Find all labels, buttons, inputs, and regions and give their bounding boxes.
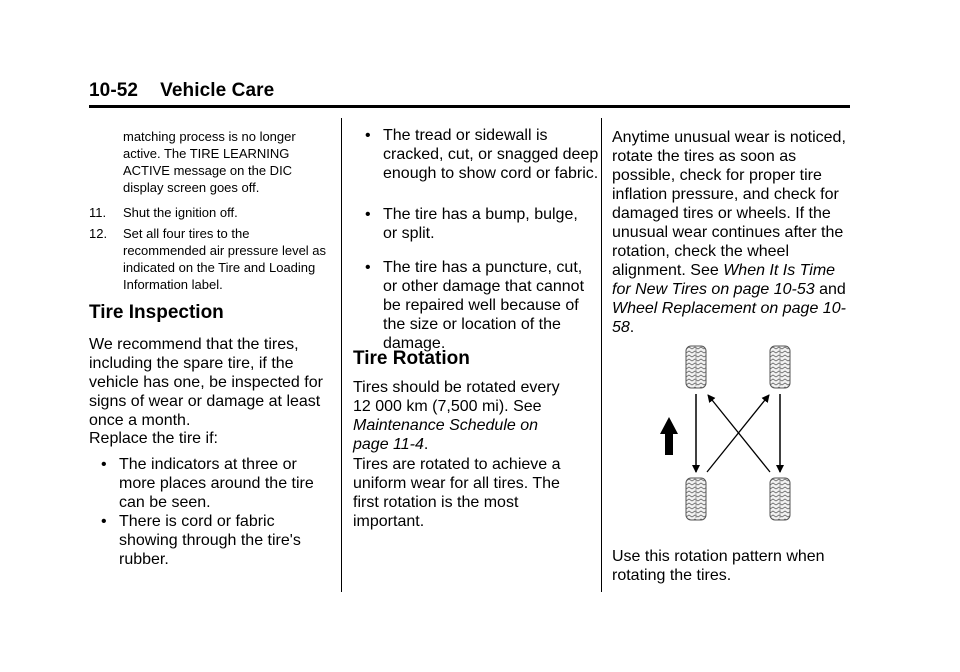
tire-rotation-diagram bbox=[650, 342, 810, 527]
bullet-glyph: • bbox=[101, 513, 107, 530]
rotation-paragraph-1 bbox=[353, 378, 568, 454]
unusual-wear-paragraph bbox=[612, 128, 852, 337]
new-tires-link[interactable]: When It Is Time for New Tires on page 10-53 bbox=[612, 262, 836, 298]
bullet-text: There is cord or fabric showing through the tire's rubber. bbox=[119, 513, 301, 568]
maintenance-schedule-link[interactable]: Maintenance Schedule on page 11-4 bbox=[353, 417, 539, 453]
rotation-arrow bbox=[708, 395, 770, 472]
step-12-text: Set all four tires to the recommended air pressure level as indicated on the Tire and Loading Information label. bbox=[123, 226, 327, 292]
page-header bbox=[89, 80, 274, 102]
column-divider-1 bbox=[341, 118, 342, 592]
tire-icon bbox=[686, 478, 706, 520]
bullet-text: The tread or sidewall is cracked, cut, or snagged deep enough to show cord or fabric. bbox=[383, 127, 599, 182]
vehicle-front-arrow-icon bbox=[660, 417, 678, 455]
step-12-number: 12. bbox=[89, 226, 108, 241]
bullet-glyph: • bbox=[101, 456, 107, 473]
header-rule bbox=[89, 105, 850, 108]
tire-icon bbox=[770, 346, 790, 388]
step-11-number: 11. bbox=[89, 205, 107, 220]
bullet-text: The indicators at three or more places around the tire can be seen. bbox=[119, 456, 314, 511]
rotation-paragraph-2: Tires are rotated to achieve a uniform wear for all tires. The first rotation is the most important. bbox=[353, 456, 561, 530]
replace-if-text: Replace the tire if: bbox=[89, 430, 218, 447]
step-11-text: Shut the ignition off. bbox=[123, 205, 238, 220]
section-title: Vehicle Care bbox=[160, 80, 275, 101]
bullet-glyph: • bbox=[365, 259, 371, 276]
rotation-caption: Use this rotation pattern when rotating the tires. bbox=[612, 548, 825, 584]
bullet-text: The tire has a bump, bulge, or split. bbox=[383, 206, 578, 242]
page-number: 10-52 bbox=[89, 80, 139, 101]
unusual-wear-text: Anytime unusual wear is noticed, rotate the tires as soon as possible, check for proper tire inflation pressure, and check for damaged tires or wheels. If the unusual wear continues after the rotation, check the wheel alignment. See bbox=[612, 129, 846, 279]
rotation-arrow bbox=[707, 395, 769, 472]
inspection-intro: We recommend that the tires, including the spare tire, if the vehicle has one, be inspected for signs of wear or damage at least once a month. bbox=[89, 336, 323, 429]
wheel-replacement-link[interactable]: Wheel Replacement on page 10-58 bbox=[612, 300, 846, 336]
tire-inspection-heading: Tire Inspection bbox=[89, 302, 224, 323]
bullet-glyph: • bbox=[365, 127, 371, 144]
continued-paragraph: matching process is no longer active. The TIRE LEARNING ACTIVE message on the DIC display screen goes off. bbox=[123, 129, 296, 195]
tire-icon bbox=[770, 478, 790, 520]
tire-icon bbox=[686, 346, 706, 388]
bullet-glyph: • bbox=[365, 206, 371, 223]
bullet-text: The tire has a puncture, cut, or other damage that cannot be repaired well because of the size or location of the damage. bbox=[383, 259, 585, 352]
period: . bbox=[629, 319, 635, 336]
tire-rotation-heading: Tire Rotation bbox=[353, 348, 470, 369]
rotation-text: Tires should be rotated every 12 000 km (7,500 mi). See bbox=[353, 379, 560, 415]
column-divider-2 bbox=[601, 118, 602, 592]
and-word: and bbox=[819, 281, 846, 298]
period: . bbox=[423, 436, 429, 453]
